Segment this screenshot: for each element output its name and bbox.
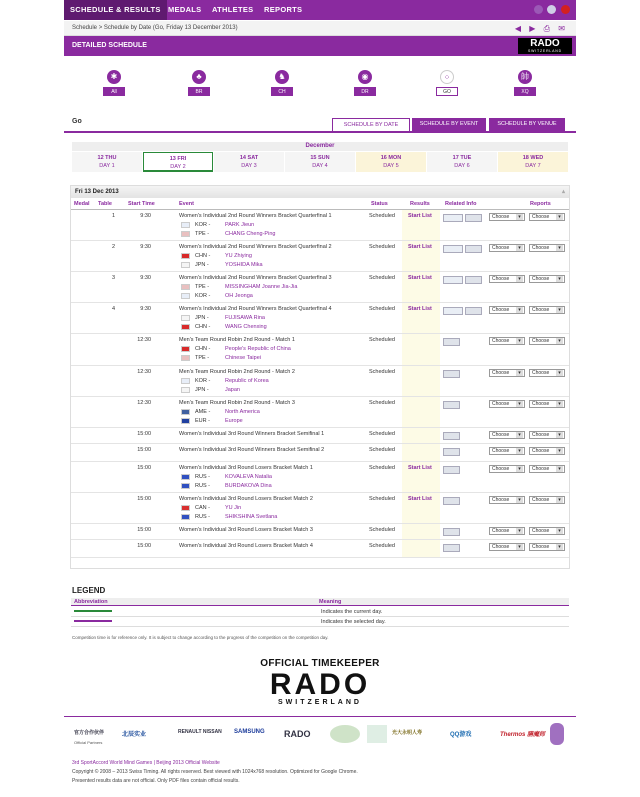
- report-select[interactable]: Choose ▾: [529, 213, 565, 221]
- competitor-name[interactable]: PARK Jieun: [225, 222, 255, 228]
- report-select[interactable]: Choose ▾: [529, 369, 565, 377]
- report-select[interactable]: Choose ▾: [489, 369, 525, 377]
- competitor-code: KOR -: [195, 378, 211, 384]
- related-info-icon[interactable]: [443, 528, 460, 536]
- xiangqi-icon: 帥: [518, 70, 532, 84]
- related-info-icon[interactable]: [443, 401, 460, 409]
- event-status: Scheduled: [369, 369, 395, 375]
- competitor-name[interactable]: Chinese Taipei: [225, 355, 261, 361]
- day-selector-5[interactable]: 16 MON DAY 5: [356, 152, 426, 172]
- related-info-icon[interactable]: [465, 276, 482, 284]
- related-info-icon[interactable]: [443, 497, 460, 505]
- partners-heading: 官方合作伙伴: [74, 730, 105, 736]
- col-header-start-time: Start Time: [128, 201, 155, 207]
- competitor-name[interactable]: North America: [225, 409, 260, 415]
- legend-row-current: Indicates the current day.: [71, 607, 569, 617]
- related-info-icon[interactable]: [443, 307, 463, 315]
- report-select[interactable]: Choose ▾: [489, 213, 525, 221]
- page-tools-icons[interactable]: ◀ ▶ ⎙ ✉: [514, 24, 568, 33]
- table-row: [71, 540, 569, 558]
- competitor-name[interactable]: YU Jin: [225, 505, 242, 511]
- country-flag-icon: [181, 505, 190, 511]
- start-time: 12:30: [137, 337, 151, 343]
- header-title: DETAILED SCHEDULE: [72, 42, 147, 49]
- discipline-label: GO: [436, 87, 458, 96]
- partners-strip: [72, 725, 572, 751]
- start-time: 15:00: [137, 543, 151, 549]
- legend-col-abbreviation: Abbreviation: [74, 599, 108, 605]
- table-number: 2: [112, 244, 116, 250]
- competitor-code: AME -: [195, 409, 211, 415]
- rado-timekeeper-logo[interactable]: RADO: [269, 668, 371, 701]
- report-select[interactable]: Choose ▾: [489, 465, 525, 473]
- day-selector-6[interactable]: 17 TUE DAY 6: [427, 152, 497, 172]
- report-select[interactable]: Choose ▾: [489, 527, 525, 535]
- report-select[interactable]: Choose ▾: [489, 306, 525, 314]
- competitor-name[interactable]: CHANG Cheng-Ping: [225, 231, 276, 237]
- report-select[interactable]: Choose ▾: [489, 496, 525, 504]
- footer-copyright: Copyright © 2008 – 2013 Swiss Timing. All rights reserved. Best viewed with 1024x768 resolution. Optimized for Google Chrome.: [72, 769, 358, 775]
- discipline-label: DR: [354, 87, 376, 96]
- competitor-code: KOR -: [195, 293, 211, 299]
- competitor-name[interactable]: Japan: [225, 387, 240, 393]
- partner-emblem-icon[interactable]: [330, 725, 360, 743]
- table-row: [71, 210, 569, 241]
- related-info-icon[interactable]: [443, 276, 463, 284]
- partner-rado[interactable]: RADO: [284, 729, 311, 739]
- start-time: 9:30: [140, 213, 151, 219]
- event-status: Scheduled: [369, 275, 395, 281]
- partner-beichen[interactable]: 北辰实业: [122, 732, 147, 738]
- event-status: Scheduled: [369, 447, 395, 453]
- country-flag-icon: [181, 409, 190, 415]
- competitor-name[interactable]: FUJISAWA Rina: [225, 315, 265, 321]
- partner-qq-game[interactable]: QQ游戏: [450, 732, 472, 738]
- table-number: 1: [112, 213, 116, 219]
- competitor-code: CHN -: [195, 346, 211, 352]
- report-select[interactable]: Choose ▾: [489, 244, 525, 252]
- col-header-reports: Reports: [530, 201, 551, 207]
- event-status: Scheduled: [369, 527, 395, 533]
- legend-swatch-green: [74, 610, 112, 612]
- event-status: Scheduled: [369, 306, 395, 312]
- competitor-name[interactable]: YU Zhiying: [225, 253, 252, 259]
- breadcrumb-current: Schedule by Date (Go, Friday 13 December 2013): [103, 25, 238, 31]
- partner-everbright[interactable]: 光大永明人寿: [392, 730, 423, 736]
- report-select[interactable]: Choose ▾: [489, 337, 525, 345]
- competitor-code: RUS -: [195, 514, 210, 520]
- nav-tab-schedule-results[interactable]: SCHEDULE & RESULTS: [64, 0, 167, 20]
- nav-tab-reports[interactable]: REPORTS: [264, 5, 303, 14]
- event-name[interactable]: Men's Team Round Robin 2nd Round - Match 2: [179, 369, 295, 375]
- schedule-date-heading: Fri 13 Dec 2013 ▴: [71, 186, 569, 198]
- start-time: 15:00: [137, 496, 151, 502]
- event-name[interactable]: Women's Individual 2nd Round Winners Bracket Quarterfinal 2: [179, 244, 332, 250]
- day-selector-7[interactable]: 18 WED DAY 7: [498, 152, 568, 172]
- discipline-label: BR: [188, 87, 210, 96]
- month-label: December: [72, 142, 568, 151]
- top-nav: [64, 0, 576, 20]
- competitor-code: JPN -: [195, 315, 209, 321]
- event-name[interactable]: Men's Team Round Robin 2nd Round - Match 1: [179, 337, 295, 343]
- col-header-status: Status: [371, 201, 388, 207]
- event-name[interactable]: Women's Individual 2nd Round Winners Bracket Quarterfinal 4: [179, 306, 332, 312]
- event-name[interactable]: Women's Individual 3rd Round Winners Bracket Semifinal 2: [179, 447, 325, 453]
- official-timekeeper: [0, 658, 640, 706]
- competitor-name[interactable]: Republic of Korea: [225, 378, 269, 384]
- footer-divider: [64, 716, 576, 717]
- day-selector-3[interactable]: 14 SAT DAY 3: [214, 152, 284, 172]
- related-info-icon[interactable]: [443, 214, 463, 222]
- competitor-name[interactable]: WANG Chenxing: [225, 324, 267, 330]
- related-info-icon[interactable]: [443, 448, 460, 456]
- report-select[interactable]: Choose ▾: [529, 447, 565, 455]
- start-list-link[interactable]: Start List: [408, 465, 432, 471]
- chess-icon: ♞: [275, 70, 289, 84]
- report-select[interactable]: Choose ▾: [529, 431, 565, 439]
- start-list-link[interactable]: Start List: [408, 244, 432, 250]
- start-list-link[interactable]: Start List: [408, 213, 432, 219]
- report-select[interactable]: Choose ▾: [489, 447, 525, 455]
- language-flags: [531, 5, 570, 16]
- partner-emblem-icon[interactable]: [367, 725, 387, 743]
- competitor-name[interactable]: SHIKSHINA Svetlana: [225, 514, 278, 520]
- partners-heading-en: Official Partners: [74, 740, 103, 745]
- discipline-xq[interactable]: [514, 70, 536, 96]
- draughts-icon: ◉: [358, 70, 372, 84]
- legend-row-selected: Indicates the selected day.: [71, 617, 569, 627]
- start-time: 15:00: [137, 431, 151, 437]
- legend-col-meaning: Meaning: [319, 599, 342, 605]
- competitor-name[interactable]: Europe: [225, 418, 243, 424]
- col-header-results: Results: [410, 201, 430, 207]
- report-select[interactable]: Choose ▾: [529, 244, 565, 252]
- start-time: 9:30: [140, 275, 151, 281]
- tab-schedule-by-venue[interactable]: SCHEDULE BY VENUE: [489, 118, 565, 131]
- start-time: 9:30: [140, 244, 151, 250]
- start-list-link[interactable]: Start List: [408, 275, 432, 281]
- related-info-icon[interactable]: [465, 245, 482, 253]
- table-number: 3: [112, 275, 116, 281]
- country-flag-icon: [181, 387, 190, 393]
- event-name[interactable]: Women's Individual 3rd Round Losers Bracket Match 3: [179, 527, 313, 533]
- start-time: 12:30: [137, 400, 151, 406]
- partner-samsung[interactable]: SAMSUNG: [234, 729, 265, 735]
- table-row: [71, 493, 569, 524]
- partner-thermos[interactable]: Thermos 膳魔师: [500, 732, 546, 738]
- table-row: [71, 428, 569, 444]
- competitor-code: EUR -: [195, 418, 210, 424]
- competitor-code: CHN -: [195, 324, 211, 330]
- country-flag-icon: [181, 355, 190, 361]
- col-header-related-info: Related Info: [445, 201, 477, 207]
- start-time: 15:00: [137, 527, 151, 533]
- language-flag-icon[interactable]: [547, 5, 556, 14]
- event-name[interactable]: Women's Individual 2nd Round Winners Bracket Quarterfinal 3: [179, 275, 332, 281]
- discipline-go[interactable]: [436, 70, 458, 96]
- language-flag-icon[interactable]: [561, 5, 570, 14]
- table-row: [71, 524, 569, 540]
- report-select[interactable]: Choose ▾: [529, 543, 565, 551]
- event-name[interactable]: Women's Individual 3rd Round Losers Bracket Match 1: [179, 465, 313, 471]
- competitor-code: JPN -: [195, 262, 209, 268]
- footer-site-link[interactable]: 3rd SportAccord World Mind Games | Beijing 2013 Official Website: [72, 760, 220, 766]
- language-flag-icon[interactable]: [534, 5, 543, 14]
- report-select[interactable]: Choose ▾: [489, 431, 525, 439]
- report-select[interactable]: Choose ▾: [489, 275, 525, 283]
- nav-tab-medals[interactable]: MEDALS: [168, 5, 202, 14]
- discipline-dr[interactable]: [354, 70, 376, 96]
- breadcrumb-separator: >: [98, 25, 103, 31]
- competitor-name[interactable]: KOVALEVA Natalia: [225, 474, 272, 480]
- partner-renault-nissan[interactable]: RENAULT NISSAN: [178, 729, 222, 735]
- report-select[interactable]: Choose ▾: [489, 543, 525, 551]
- event-name[interactable]: Men's Team Round Robin 2nd Round - Match 3: [179, 400, 295, 406]
- mascot-icon: [550, 723, 564, 745]
- competitor-code: JPN -: [195, 387, 209, 393]
- tab-schedule-by-date[interactable]: SCHEDULE BY DATE: [332, 118, 410, 132]
- event-name[interactable]: Women's Individual 2nd Round Winners Bracket Quarterfinal 1: [179, 213, 332, 219]
- related-info-icon[interactable]: [443, 544, 460, 552]
- legend-note: Competition time is for reference only. It is subject to change according to the progress of the competition on the competition day.: [72, 635, 329, 640]
- discipline-label: All: [103, 87, 125, 96]
- event-status: Scheduled: [369, 213, 395, 219]
- event-status: Scheduled: [369, 244, 395, 250]
- nav-tab-athletes[interactable]: ATHLETES: [212, 5, 254, 14]
- col-header-medal: Medal: [74, 201, 90, 207]
- event-name[interactable]: Women's Individual 3rd Round Losers Bracket Match 2: [179, 496, 313, 502]
- competitor-code: TPE -: [195, 231, 210, 237]
- competitor-name[interactable]: People's Republic of China: [225, 346, 291, 352]
- col-header-table: Table: [98, 201, 112, 207]
- country-flag-icon: [181, 514, 190, 520]
- country-flag-icon: [181, 474, 190, 480]
- country-flag-icon: [181, 315, 190, 321]
- table-row: [71, 272, 569, 303]
- table-row: [71, 444, 569, 462]
- day-selector-1[interactable]: 12 THU DAY 1: [72, 152, 142, 172]
- table-row: [71, 397, 569, 428]
- competitor-name[interactable]: MISSINGHAM Joanne Jia-Jia: [225, 284, 298, 290]
- breadcrumb-root[interactable]: Schedule: [72, 25, 98, 31]
- day-selector-4[interactable]: 15 SUN DAY 4: [285, 152, 355, 172]
- event-status: Scheduled: [369, 465, 395, 471]
- col-header-event: Event: [179, 201, 194, 207]
- page-header: [64, 36, 576, 56]
- country-flag-icon: [181, 293, 190, 299]
- discipline-all[interactable]: [103, 70, 125, 96]
- country-flag-icon: [181, 483, 190, 489]
- all-icon: ✱: [107, 70, 121, 84]
- table-number: 4: [112, 306, 116, 312]
- table-row: [71, 241, 569, 272]
- related-info-icon[interactable]: [443, 466, 460, 474]
- country-flag-icon: [181, 253, 190, 259]
- country-flag-icon: [181, 324, 190, 330]
- rado-timekeeper-sub: SWITZERLAND: [278, 699, 362, 706]
- day-selector-2[interactable]: 13 FRI DAY 2: [143, 152, 213, 172]
- discipline-label: XQ: [514, 87, 536, 96]
- country-flag-icon: [181, 222, 190, 228]
- competitor-code: RUS -: [195, 483, 210, 489]
- country-flag-icon: [181, 231, 190, 237]
- table-row: [71, 334, 569, 366]
- legend-header: [71, 598, 569, 606]
- legend-title: LEGEND: [72, 586, 106, 595]
- timekeeper-label: OFFICIAL TIMEKEEPER: [260, 658, 380, 669]
- report-select[interactable]: Choose ▾: [529, 465, 565, 473]
- competitor-code: RUS -: [195, 474, 210, 480]
- country-flag-icon: [181, 418, 190, 424]
- report-select[interactable]: Choose ▾: [529, 400, 565, 408]
- competitor-code: TPE -: [195, 284, 210, 290]
- table-row: [71, 366, 569, 397]
- rado-logo[interactable]: RADO SWITZERLAND: [518, 38, 572, 54]
- related-info-icon[interactable]: [443, 338, 460, 346]
- event-name[interactable]: Women's Individual 3rd Round Winners Bracket Semifinal 1: [179, 431, 325, 437]
- tab-schedule-by-event[interactable]: SCHEDULE BY EVENT: [412, 118, 486, 131]
- competitor-name[interactable]: YOSHIDA Mika: [225, 262, 263, 268]
- country-flag-icon: [181, 378, 190, 384]
- footer-disclaimer: Presented results data are not official. Only PDF files contain official results.: [72, 778, 240, 784]
- event-status: Scheduled: [369, 496, 395, 502]
- event-status: Scheduled: [369, 431, 395, 437]
- competitor-name[interactable]: OH Jeonga: [225, 293, 253, 299]
- country-flag-icon: [181, 262, 190, 268]
- related-info-icon[interactable]: [443, 370, 460, 378]
- legend-swatch-purple: [74, 620, 112, 622]
- report-select[interactable]: Choose ▾: [529, 527, 565, 535]
- tab-underline: [64, 131, 576, 133]
- competitor-code: TPE -: [195, 355, 210, 361]
- report-select[interactable]: Choose ▾: [529, 306, 565, 314]
- report-select[interactable]: Choose ▾: [529, 275, 565, 283]
- related-info-icon[interactable]: [443, 245, 463, 253]
- report-select[interactable]: Choose ▾: [489, 400, 525, 408]
- breadcrumb: [64, 21, 576, 36]
- collapse-icon[interactable]: ▴: [561, 189, 565, 195]
- competitor-code: CAN -: [195, 505, 210, 511]
- event-status: Scheduled: [369, 400, 395, 406]
- discipline-label: CH: [271, 87, 293, 96]
- discipline-ch[interactable]: [271, 70, 293, 96]
- start-time: 12:30: [137, 369, 151, 375]
- table-row: [71, 303, 569, 334]
- country-flag-icon: [181, 284, 190, 290]
- table-row: [71, 462, 569, 493]
- related-info-icon[interactable]: [465, 307, 482, 315]
- competitor-code: CHN -: [195, 253, 211, 259]
- event-name[interactable]: Women's Individual 3rd Round Losers Bracket Match 4: [179, 543, 313, 549]
- start-list-link[interactable]: Start List: [408, 496, 432, 502]
- bridge-icon: ♣: [192, 70, 206, 84]
- related-info-icon[interactable]: [443, 432, 460, 440]
- go-icon: ⁘: [440, 70, 454, 84]
- competitor-name[interactable]: BURDAKOVA Dina: [225, 483, 272, 489]
- report-select[interactable]: Choose ▾: [529, 496, 565, 504]
- start-list-link[interactable]: Start List: [408, 306, 432, 312]
- report-select[interactable]: Choose ▾: [529, 337, 565, 345]
- related-info-icon[interactable]: [465, 214, 482, 222]
- country-flag-icon: [181, 346, 190, 352]
- competitor-code: KOR -: [195, 222, 211, 228]
- start-time: 15:00: [137, 447, 151, 453]
- start-time: 9:30: [140, 306, 151, 312]
- event-status: Scheduled: [369, 337, 395, 343]
- discipline-br[interactable]: [188, 70, 210, 96]
- start-time: 15:00: [137, 465, 151, 471]
- page-title: Go: [72, 118, 82, 125]
- event-status: Scheduled: [369, 543, 395, 549]
